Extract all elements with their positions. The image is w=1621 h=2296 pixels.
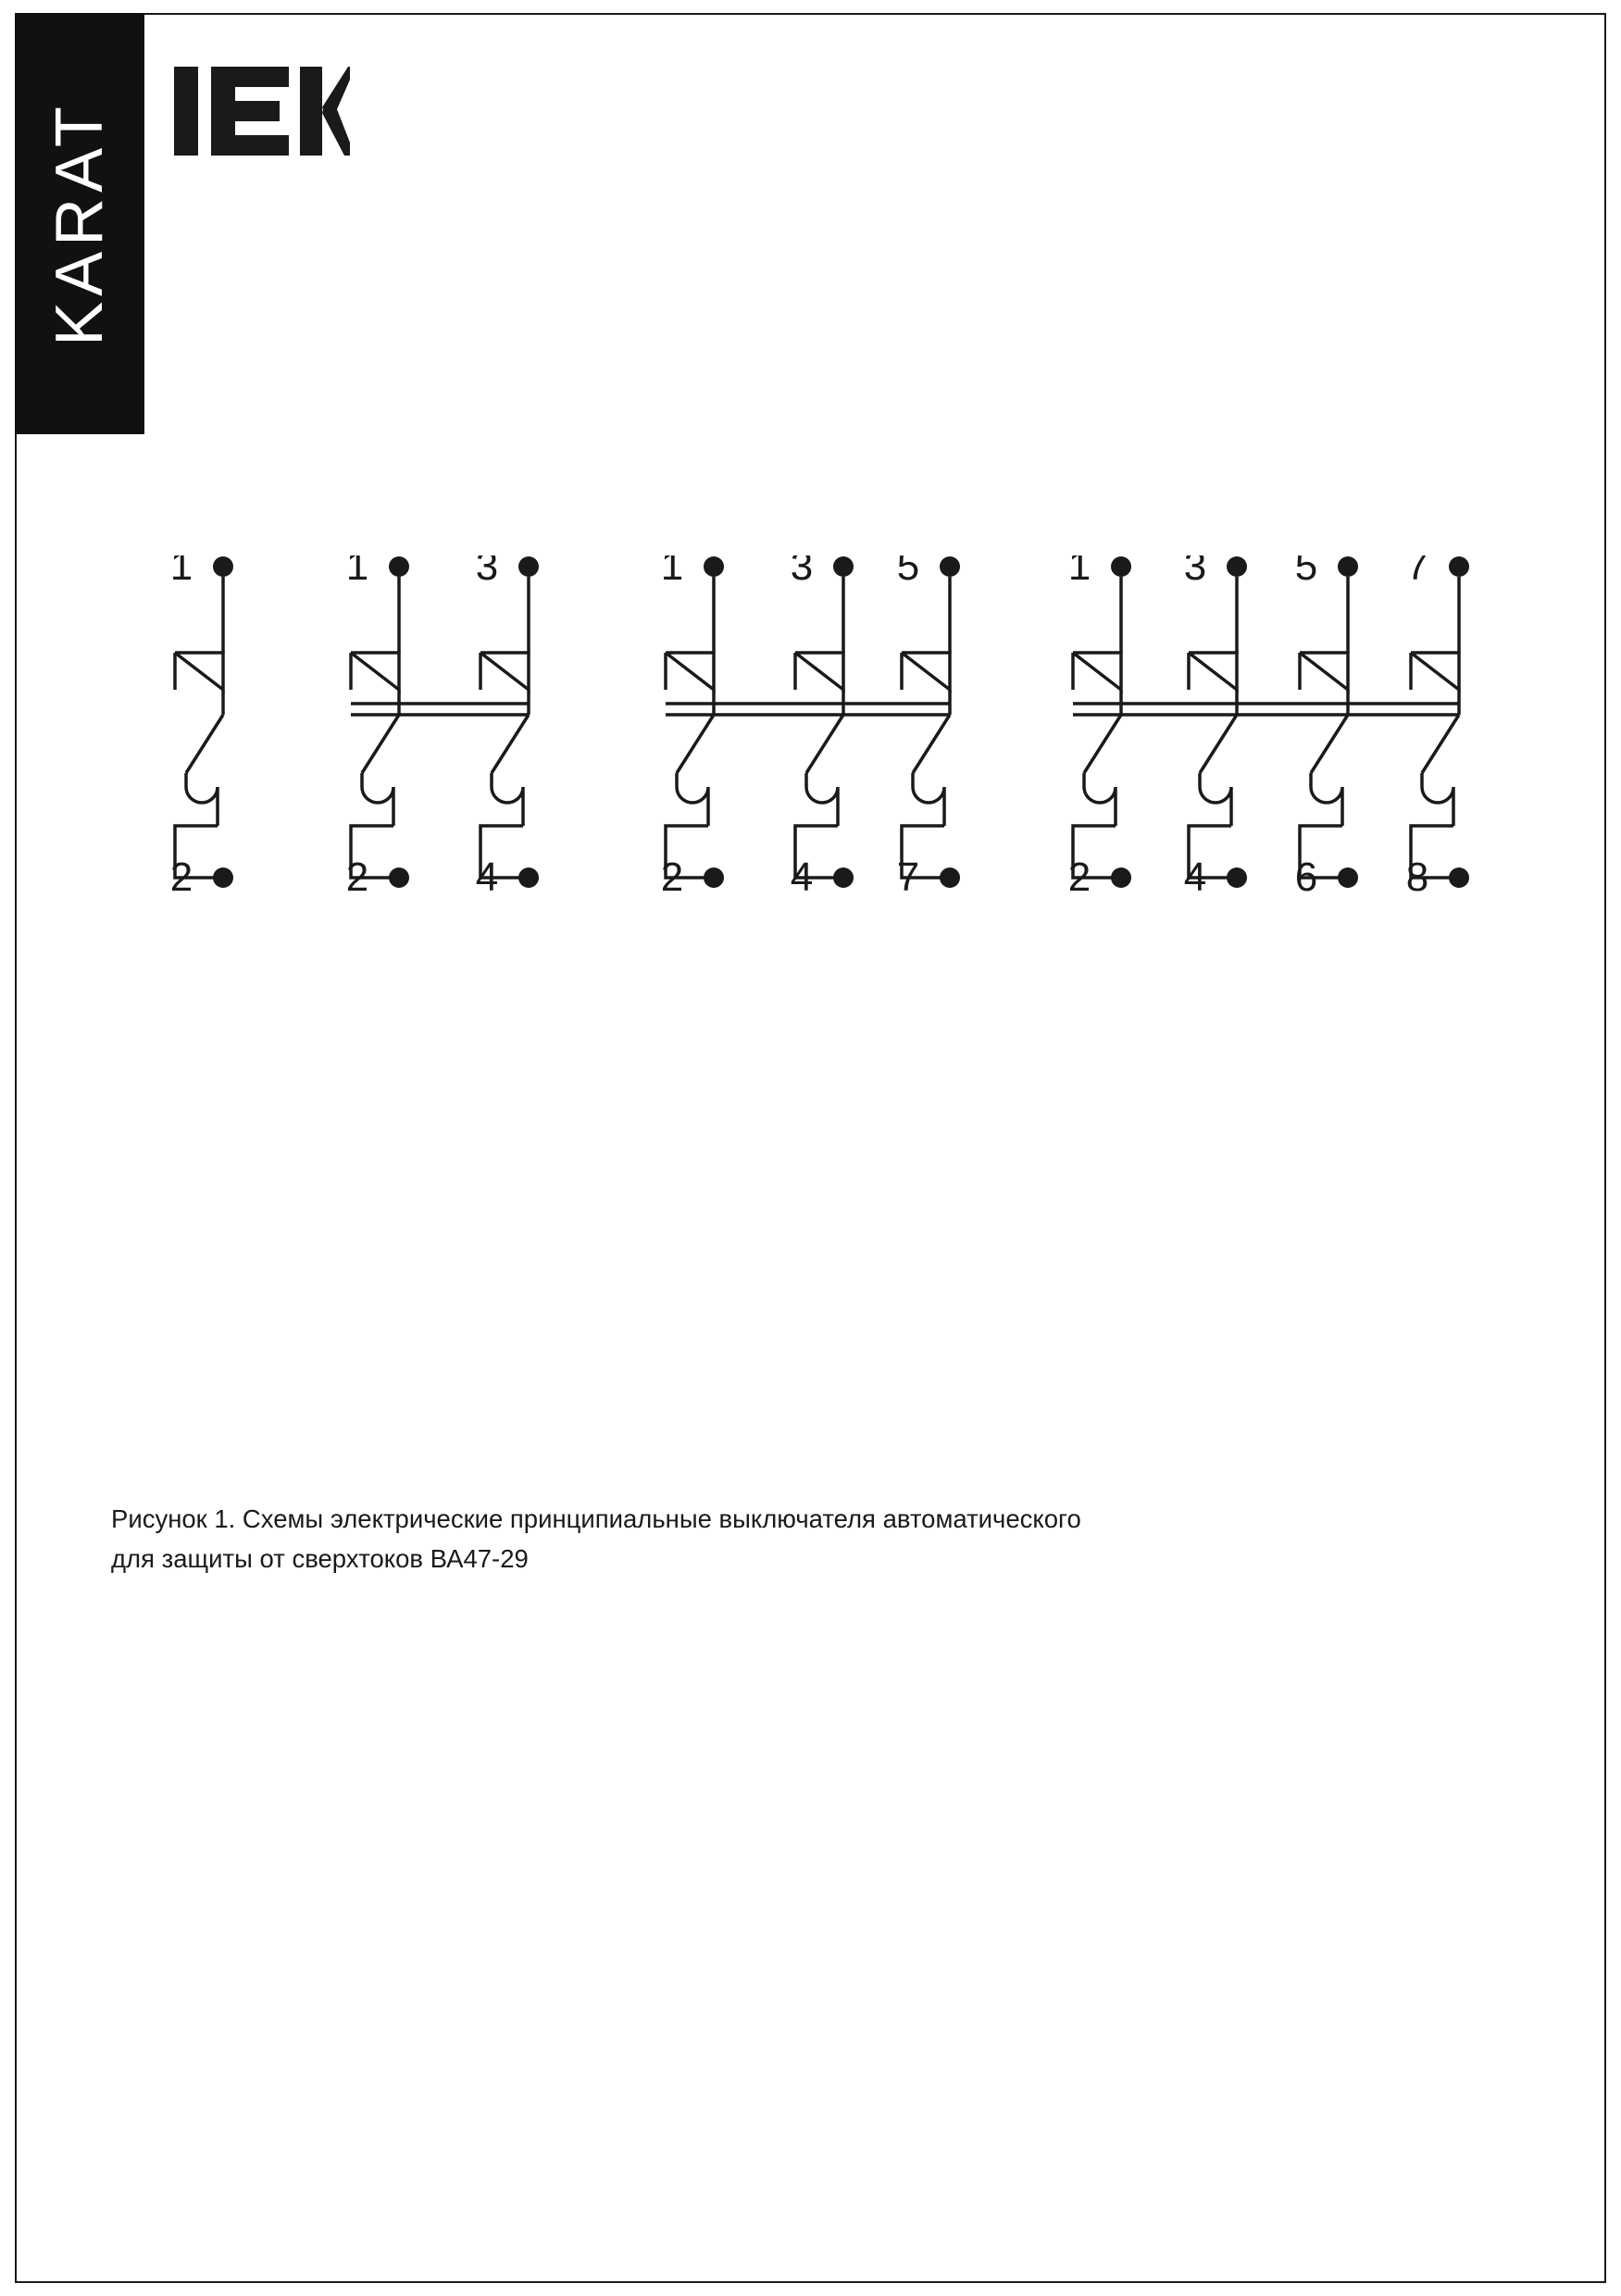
pole-group-4p bbox=[1068, 555, 1469, 900]
terminal-label-4p-bottom-4: 4 bbox=[1183, 855, 1207, 900]
terminal-label-1p-top-1: 1 bbox=[169, 555, 193, 589]
terminal-label-2p-bottom-2: 2 bbox=[345, 855, 369, 900]
pole-group-3p bbox=[661, 555, 960, 900]
terminal-label-3p-bottom-4: 4 bbox=[790, 855, 814, 900]
terminal-label-3p-top-5: 5 bbox=[896, 555, 920, 589]
terminal-label-4p-top-3: 3 bbox=[1183, 555, 1207, 589]
breaker-schematic-diagram bbox=[15, 555, 1606, 1204]
brand-tab-label: KARAT bbox=[43, 101, 117, 346]
pole-group-2p bbox=[346, 555, 539, 900]
terminal-label-4p-top-5: 5 bbox=[1294, 555, 1318, 589]
terminal-label-4p-bottom-2: 2 bbox=[1067, 855, 1091, 900]
terminal-label-3p-top-3: 3 bbox=[790, 555, 814, 589]
iek-logo bbox=[174, 67, 350, 156]
brand-tab bbox=[15, 13, 144, 434]
terminal-label-4p-bottom-8: 8 bbox=[1405, 855, 1429, 900]
figure-caption bbox=[111, 1500, 1315, 1578]
terminal-label-2p-top-1: 1 bbox=[345, 555, 369, 589]
terminal-label-1p-bottom-2: 2 bbox=[169, 855, 193, 900]
terminal-label-4p-top-1: 1 bbox=[1067, 555, 1091, 589]
pole-group-1p bbox=[170, 555, 233, 900]
figure-caption-line-2: для защиты от сверхтоков ВА47-29 bbox=[111, 1543, 529, 1573]
figure-caption-line-1: Рисунок 1. Схемы электрические принципиальные выключателя автоматического bbox=[111, 1504, 1081, 1533]
terminal-label-3p-bottom-7: 7 bbox=[896, 855, 920, 900]
terminal-label-3p-bottom-2: 2 bbox=[660, 855, 684, 900]
iek-logo-mark bbox=[174, 67, 350, 156]
terminal-label-3p-top-1: 1 bbox=[660, 555, 684, 589]
terminal-label-2p-top-3: 3 bbox=[475, 555, 499, 589]
terminal-label-2p-bottom-4: 4 bbox=[475, 855, 499, 900]
terminal-label-4p-bottom-6: 6 bbox=[1294, 855, 1318, 900]
terminal-label-4p-top-7: 7 bbox=[1405, 555, 1429, 589]
